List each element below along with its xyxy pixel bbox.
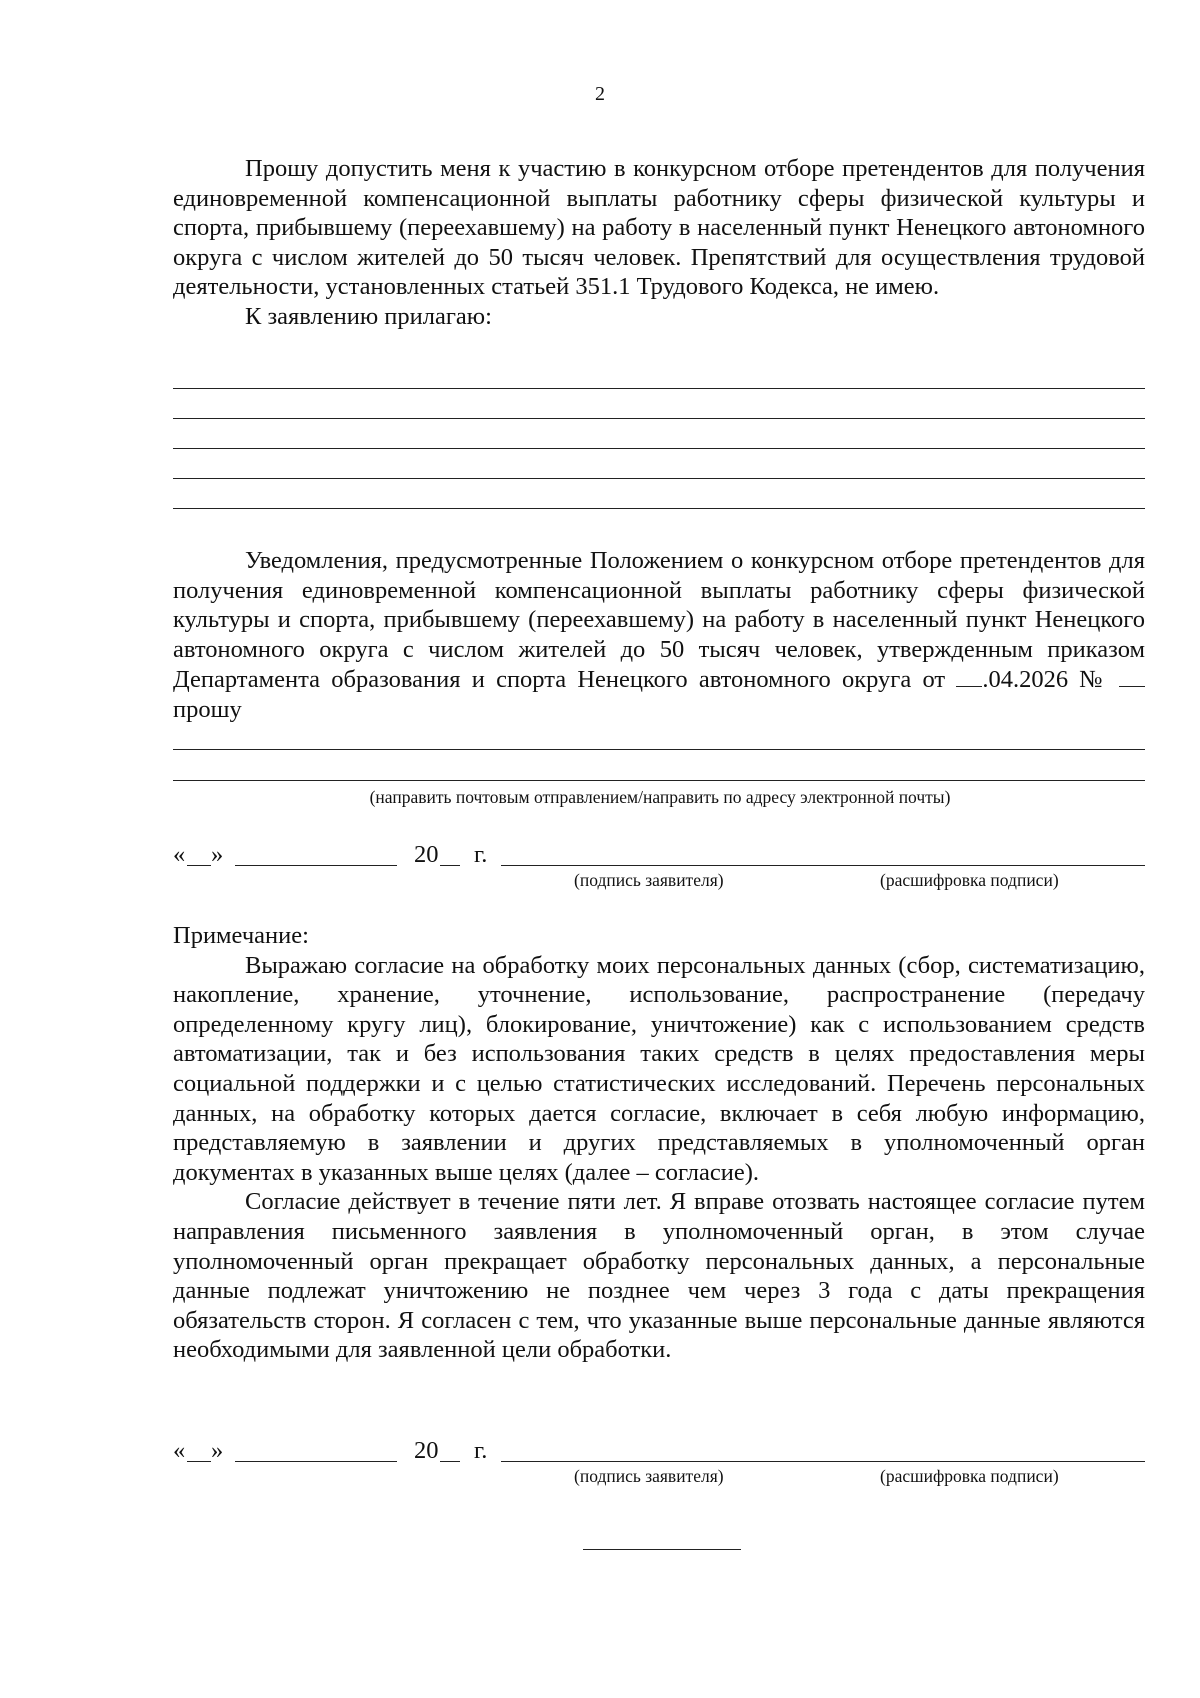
page-number: 2 [595,83,605,105]
notification-text: Уведомления, предусмотренные Положением о конкурсном отборе претендентов для получения единовременной компенсационной выплаты работнику сферы физической культуры и спорта, прибывшему (переехавшему) на работу в населенный пункт Ненецкого автономного округа с числом жителей до 50 тысяч человек, утвержденным приказом Департамента образования и спорта Ненецкого автономного округа от [173,547,1145,694]
request-paragraph: Прошу допустить меня к участию в конкурсном отборе претендентов для получения единовременной компенсационной выплаты работнику сферы физической культуры и спорта, прибывшему (переехавшему) на работу в населенный пункт Ненецкого автономного округа с числом жителей до 50 тысяч человек. Препятствий для осуществления трудовой деятельности, установленных статьей 351.1 Трудового Кодекса, не имею. [173,155,1145,301]
attachment-line-3[interactable] [173,448,1145,449]
order-number-blank[interactable] [1119,664,1145,687]
month-blank[interactable] [235,1461,397,1462]
request-section [173,154,1145,332]
signature-caption: (подпись заявителя) [574,870,724,890]
signature-caption: (подпись заявителя) [574,1466,724,1486]
consent-term-paragraph: Согласие действует в течение пяти лет. Я вправе отозвать настоящее согласие путем направления письменного заявления в уполномоченный орган, в этом случае уполномоченный орган прекращает обработку персональных данных, а персональные данные подлежат уничтожению не позднее чем через 3 года с даты прекращения обязательств сторон. Я согласен с тем, что указанные выше персональные данные являются необходимыми для заявленной цели обработки. [173,1188,1145,1364]
notification-section [173,546,1145,725]
signature-decode-caption: (расшифровка подписи) [880,870,1059,890]
attachment-line-5[interactable] [173,508,1145,509]
quote-open: « [173,1437,186,1464]
notification-request-word: прошу [173,695,242,723]
signature-line[interactable] [501,1461,1145,1462]
signature-row-2 [173,1436,1145,1468]
delivery-method-line-2[interactable] [173,780,1145,781]
signature-row-1 [173,840,1145,872]
attachment-line-1[interactable] [173,388,1145,389]
attachments-label: К заявлению прилагаю: [245,302,492,330]
quote-close: » [211,841,224,868]
year-prefix: 20 [414,1437,439,1464]
notification-paragraph [173,546,1145,725]
year-blank[interactable] [440,865,460,866]
year-suffix: г. [474,841,488,868]
attachment-line-2[interactable] [173,418,1145,419]
consent-paragraph: Выражаю согласие на обработку моих персональных данных (сбор, систематизацию, накопление, хранение, уточнение, использование, распространение (передачу определенному кругу лиц), блокирование, уничтожение) как с использованием средств автоматизации, так и без использования таких средств в целях предоставления меры социальной поддержки и с целью статистических исследований. Перечень персональных данных, на обработку которых дается согласие, включает в себя любую информацию, представляемую в заявлении и других представляемых в уполномоченный орган документах в указанных выше целях (далее – согласие). [173,951,1145,1186]
year-suffix: г. [474,1437,488,1464]
year-blank[interactable] [440,1461,460,1462]
quote-close: » [211,1437,224,1464]
signature-decode-caption: (расшифровка подписи) [880,1466,1059,1486]
delivery-method-line-1[interactable] [173,749,1145,750]
year-prefix: 20 [414,841,439,868]
end-of-document-rule [583,1549,741,1550]
order-date: .04.2026 № [982,666,1108,694]
quote-open: « [173,841,186,868]
note-section [173,921,1145,1365]
day-blank[interactable] [187,865,211,866]
day-blank[interactable] [187,1461,211,1462]
month-blank[interactable] [235,865,397,866]
delivery-method-caption: (направить почтовым отправлением/направить по адресу электронной почты) [369,787,951,807]
attachment-line-4[interactable] [173,478,1145,479]
signature-line[interactable] [501,865,1145,866]
note-title: Примечание: [173,922,309,949]
order-day-blank[interactable] [956,664,982,687]
